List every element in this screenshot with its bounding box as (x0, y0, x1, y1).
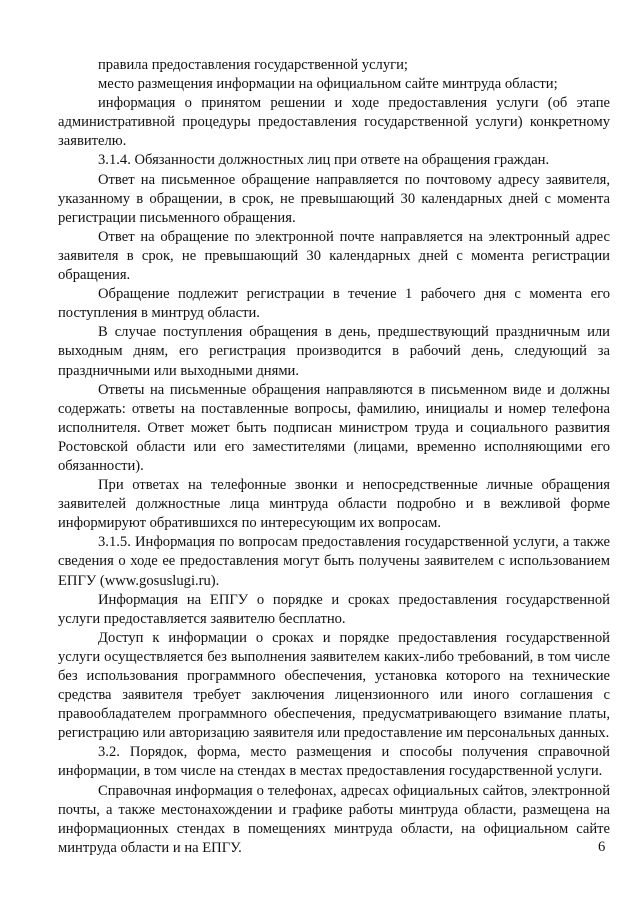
paragraph: Доступ к информации о сроках и порядке предоставления государственной услуги осуществляется без выполнения заявителем каких-либо требований, в том числе без использования программного обеспечения, установка которого на технические средства заявителя требует заключения лицензионного или иного соглашения с правообладателем программного обеспечения, предусматривающего взимание платы, регистрацию или авторизацию заявителя или предоставление им персональных данных. (58, 629, 610, 742)
paragraph: Справочная информация о телефонах, адресах официальных сайтов, электронной почты, а также местонахождении и графике работы минтруда области, размещена на информационных стендах в помещениях минтруда области, на официальном сайте минтруда области и на ЕПГУ. (58, 782, 610, 856)
document-body (58, 56, 610, 858)
paragraph: Информация на ЕПГУ о порядке и сроках предоставления государственной услуги предоставляется заявителю бесплатно. (58, 591, 610, 627)
paragraph: Ответ на письменное обращение направляется по почтовому адресу заявителя, указанному в обращении, в срок, не превышающий 30 календарных дней с момента регистрации письменного обращения. (58, 171, 610, 226)
paragraph: При ответах на телефонные звонки и непосредственные личные обращения заявителей должностные лица минтруда области подробно и в вежливой форме информируют обратившихся по интересующим их вопросам. (58, 477, 610, 532)
paragraph: Обращение подлежит регистрации в течение 1 рабочего дня с момента его поступления в минтруд области. (58, 286, 610, 322)
paragraph: В случае поступления обращения в день, предшествующий праздничным или выходным дням, его регистрация производится в рабочий день, следующий за праздничными или выходными днями. (58, 324, 610, 379)
paragraph: место размещения информации на официальном сайте минтруда области; (98, 76, 558, 93)
paragraph: правила предоставления государственной услуги; (98, 57, 408, 73)
paragraph: 3.2. Порядок, форма, место размещения и способы получения справочной информации, в том числе на стендах в местах предоставления государственной услуги. (58, 744, 610, 780)
page-number: 6 (598, 839, 606, 855)
paragraph: Ответы на письменные обращения направляются в письменном виде и должны содержать: ответы на поставленные вопросы, фамилию, инициалы и номер телефона исполнителя. Ответ может быть подписан министром труда и социального развития Ростовской области или его заместителями (лицами, временно исполняющими его обязанности). (58, 381, 610, 474)
paragraph: информация о принятом решении и ходе предоставления услуги (об этапе административной процедуры предоставления государственной услуги) конкретному заявителю. (58, 95, 610, 150)
paragraph: 3.1.4. Обязанности должностных лиц при ответе на обращения граждан. (98, 152, 550, 169)
paragraph: 3.1.5. Информация по вопросам предоставления государственной услуги, а также сведения о ходе ее предоставления могут быть получены заявителем с использованием ЕПГУ (www.gosuslugi.ru). (58, 534, 610, 589)
paragraph: Ответ на обращение по электронной почте направляется на электронный адрес заявителя в срок, не превышающий 30 календарных дней с момента регистрации обращения. (58, 228, 610, 284)
